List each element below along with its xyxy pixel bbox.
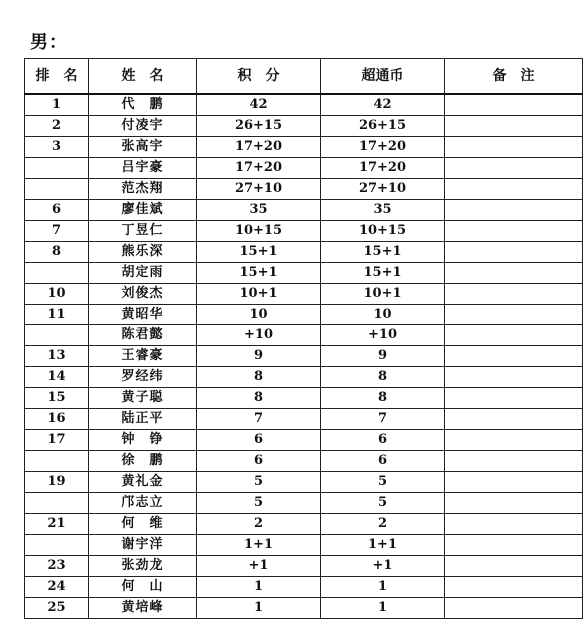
name-cell: 何 山 [89,576,197,597]
note-cell [445,241,583,262]
table-row [25,430,583,451]
table-row [25,283,583,304]
table-row [25,409,583,430]
table-header [25,59,583,95]
coins-cell: 42 [321,94,445,115]
points-cell: 26+15 [197,115,321,136]
name-cell: 王睿豪 [89,346,197,367]
column-header-name: 姓 名 [89,59,197,95]
points-cell: 1+1 [197,535,321,556]
column-header-notes: 备 注 [445,59,583,95]
name-cell: 陆正平 [89,409,197,430]
table-row [25,388,583,409]
coins-cell: 2 [321,514,445,535]
note-cell [445,493,583,514]
name-cell: 黄子聪 [89,388,197,409]
table-row [25,576,583,597]
points-cell: +1 [197,555,321,576]
coins-cell: 7 [321,409,445,430]
rank-cell: 10 [25,283,89,304]
name-cell: 丁昱仁 [89,220,197,241]
table-row [25,325,583,346]
points-cell: 10+15 [197,220,321,241]
note-cell [445,367,583,388]
note-cell [445,535,583,556]
points-cell: 5 [197,493,321,514]
note-cell [445,157,583,178]
coins-cell: 1 [321,597,445,618]
points-cell: 17+20 [197,157,321,178]
table-row [25,514,583,535]
rank-cell: 8 [25,241,89,262]
rank-cell: 14 [25,367,89,388]
name-cell: 钟 铮 [89,430,197,451]
name-cell: 廖佳斌 [89,199,197,220]
rank-cell: 13 [25,346,89,367]
rank-cell: 19 [25,472,89,493]
rank-cell: 1 [25,94,89,115]
name-cell: 吕宇豪 [89,157,197,178]
table-row [25,178,583,199]
coins-cell: 10 [321,304,445,325]
coins-cell: 15+1 [321,262,445,283]
rank-cell: 6 [25,199,89,220]
name-cell: 邝志立 [89,493,197,514]
column-header-rank: 排 名 [25,59,89,95]
points-cell: 42 [197,94,321,115]
name-cell: 何 维 [89,514,197,535]
table-row [25,535,583,556]
name-cell: 张高宇 [89,136,197,157]
points-cell: 8 [197,388,321,409]
table-row [25,157,583,178]
points-cell: 10 [197,304,321,325]
coins-cell: 1 [321,576,445,597]
points-cell: 5 [197,472,321,493]
name-cell: 黄培峰 [89,597,197,618]
rank-cell [25,262,89,283]
note-cell [445,199,583,220]
coins-cell: 5 [321,493,445,514]
rank-cell: 2 [25,115,89,136]
name-cell: 徐 鹏 [89,451,197,472]
coins-cell: 8 [321,367,445,388]
note-cell [445,178,583,199]
rank-cell: 3 [25,136,89,157]
note-cell [445,136,583,157]
table-row [25,493,583,514]
table-row [25,115,583,136]
ranking-table [24,58,583,619]
points-cell: 15+1 [197,241,321,262]
table-row [25,367,583,388]
table-row [25,346,583,367]
rank-cell: 11 [25,304,89,325]
points-cell: +10 [197,325,321,346]
rank-cell: 16 [25,409,89,430]
rank-cell: 7 [25,220,89,241]
coins-cell: 17+20 [321,157,445,178]
note-cell [445,555,583,576]
rank-cell [25,325,89,346]
table-body [25,94,583,618]
note-cell [445,597,583,618]
table-row [25,451,583,472]
points-cell: 7 [197,409,321,430]
points-cell: 6 [197,451,321,472]
table-row [25,472,583,493]
note-cell [445,220,583,241]
points-cell: 9 [197,346,321,367]
points-cell: 8 [197,367,321,388]
rank-cell: 21 [25,514,89,535]
coins-cell: +1 [321,555,445,576]
coins-cell: 5 [321,472,445,493]
coins-cell: 9 [321,346,445,367]
coins-cell: 10+1 [321,283,445,304]
note-cell [445,472,583,493]
column-header-coins: 超通币 [321,59,445,95]
note-cell [445,576,583,597]
coins-cell: 27+10 [321,178,445,199]
note-cell [445,409,583,430]
note-cell [445,94,583,115]
rank-cell: 24 [25,576,89,597]
rank-cell: 23 [25,555,89,576]
points-cell: 35 [197,199,321,220]
points-cell: 10+1 [197,283,321,304]
coins-cell: 8 [321,388,445,409]
coins-cell: 10+15 [321,220,445,241]
points-cell: 1 [197,576,321,597]
note-cell [445,115,583,136]
name-cell: 范杰翔 [89,178,197,199]
note-cell [445,514,583,535]
table-row [25,94,583,115]
points-cell: 27+10 [197,178,321,199]
table-row [25,220,583,241]
name-cell: 熊乐深 [89,241,197,262]
note-cell [445,430,583,451]
rank-cell [25,535,89,556]
name-cell: 付凌宇 [89,115,197,136]
coins-cell: 35 [321,199,445,220]
name-cell: 代 鹏 [89,94,197,115]
table-row [25,136,583,157]
name-cell: 谢宇洋 [89,535,197,556]
rank-cell: 25 [25,597,89,618]
table-row [25,597,583,618]
points-cell: 1 [197,597,321,618]
name-cell: 胡定雨 [89,262,197,283]
coins-cell: +10 [321,325,445,346]
name-cell: 陈君懿 [89,325,197,346]
points-cell: 17+20 [197,136,321,157]
rank-cell [25,178,89,199]
note-cell [445,304,583,325]
table-row [25,304,583,325]
name-cell: 刘俊杰 [89,283,197,304]
rank-cell [25,157,89,178]
coins-cell: 26+15 [321,115,445,136]
note-cell [445,283,583,304]
name-cell: 张劲龙 [89,555,197,576]
rank-cell: 17 [25,430,89,451]
section-title: 男： [30,32,68,53]
coins-cell: 6 [321,430,445,451]
coins-cell: 15+1 [321,241,445,262]
column-header-points: 积 分 [197,59,321,95]
points-cell: 6 [197,430,321,451]
coins-cell: 17+20 [321,136,445,157]
note-cell [445,262,583,283]
rank-cell [25,493,89,514]
rank-cell: 15 [25,388,89,409]
table-row [25,199,583,220]
name-cell: 黄昭华 [89,304,197,325]
note-cell [445,346,583,367]
note-cell [445,325,583,346]
note-cell [445,388,583,409]
points-cell: 2 [197,514,321,535]
coins-cell: 6 [321,451,445,472]
table-row [25,555,583,576]
table-row [25,262,583,283]
name-cell: 黄礼金 [89,472,197,493]
name-cell: 罗经纬 [89,367,197,388]
rank-cell [25,451,89,472]
points-cell: 15+1 [197,262,321,283]
note-cell [445,451,583,472]
table-row [25,241,583,262]
coins-cell: 1+1 [321,535,445,556]
